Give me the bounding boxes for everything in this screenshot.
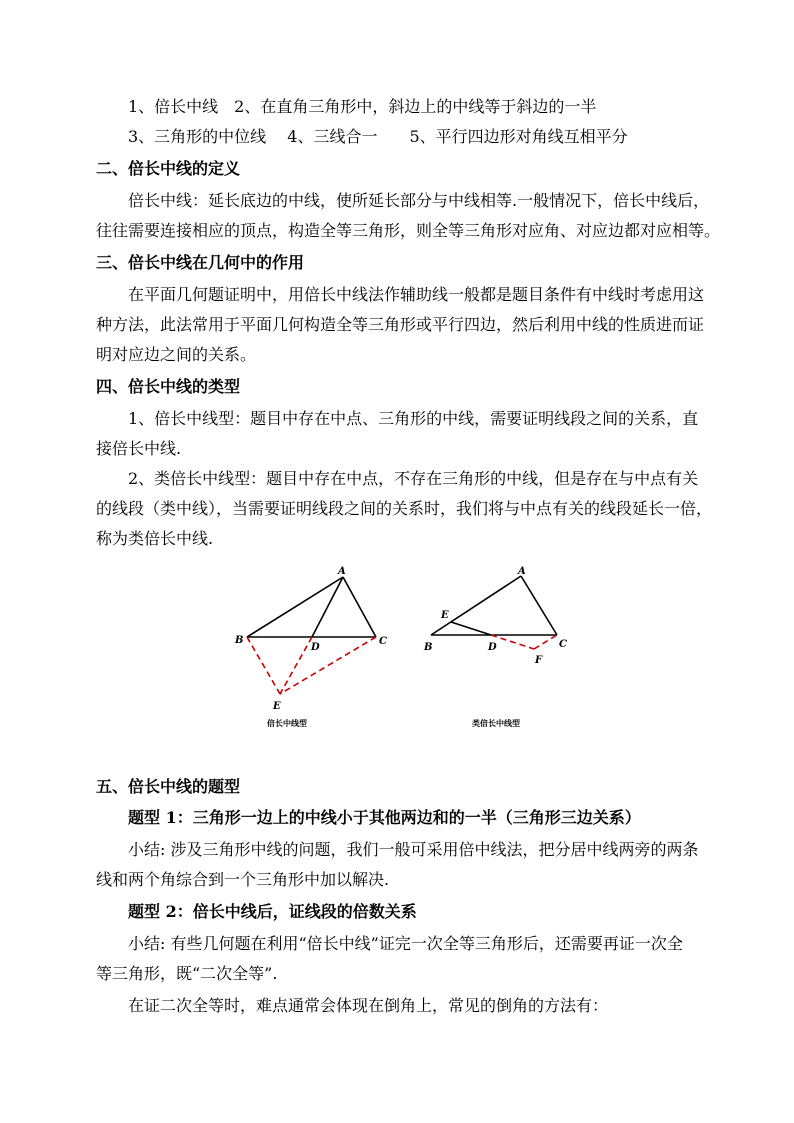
label-e: E [273,701,281,712]
label-c-2: C [559,639,567,650]
question-type-1: 题型 1：三角形一边上的中线小于其他两边和的一半（三角形三边关系） [128,808,641,827]
dashed-be [247,637,280,694]
section-5-heading: 五、倍长中线的题型 [96,777,241,796]
label-d: D [311,642,320,653]
line-ac [343,577,376,637]
label-c: C [379,636,387,647]
type-1-line-1: 1、倍长中线型：题目中存在中点、三角形的中线，需要证明线段之间的关系，直 [128,409,699,428]
label-a: A [338,566,346,577]
line-ba [247,577,343,637]
label-e-2: E [441,610,449,621]
type-2-line-3: 称为类倍长中线. [96,529,214,548]
left-diagram [234,566,387,728]
type-2-summary-line-3: 在证二次全等时，难点通常会体现在倒角上，常见的倒角的方法有： [128,996,609,1015]
label-b: B [235,635,244,646]
geometry-figure [225,560,585,740]
label-b-2: B [424,642,433,653]
section-2-line-2: 往往需要连接相应的顶点，构造全等三角形，则全等三角形对应角、对应边都对应相等。 [96,221,721,240]
label-a-2: A [518,566,526,577]
section-3-line-2: 种方法，此法常用于平面几何构造全等三角形或平行四边，然后利用中线的性质进而证 [96,315,705,334]
type-1-summary-line-1: 小结: 涉及三角形中线的问题，我们一般可采用倍中线法，把分居中线两旁的两条 [128,840,699,859]
type-2-summary-line-2: 等三角形，既“二次全等”. [96,964,278,983]
line-ac-2 [521,576,557,635]
label-f-2: F [535,655,543,666]
section-2-line-1: 倍长中线：延长底边的中线，使所延长部分与中线相等.一般情况下，倍长中线后， [128,191,710,210]
right-caption: 类倍长中线型 [472,718,520,728]
section-3-heading: 三、倍长中线在几何中的作用 [96,253,305,272]
section-3-line-1: 在平面几何题证明中，用倍长中线法作辅助线一般都是题目条件有中线时考虑用这 [128,285,705,304]
type-2-summary-line-1: 小结: 有些几何题在利用“倍长中线”证完一次全等三角形后，还需要再证一次全 [128,934,683,953]
review-line-2: 3、三角形的中位线 4、三线合一 5、平行四边形对角线互相平分 [128,127,628,146]
review-line-1: 1、倍长中线 2、在直角三角形中，斜边上的中线等于斜边的一半 [128,97,597,116]
type-2-line-1: 2、类倍长中线型：题目中存在中点，不存在三角形的中线，但是存在与中点有关 [128,469,699,488]
dashed-df [491,635,534,649]
dashed-ce [280,637,376,694]
line-ba-2 [431,576,521,635]
dashed-fc [534,635,557,649]
label-d-2: D [488,642,497,653]
type-1-line-2: 接倍长中线. [96,439,182,458]
section-4-heading: 四、倍长中线的类型 [96,377,241,396]
line-ed [451,622,491,635]
question-type-2: 题型 2：倍长中线后，证线段的倍数关系 [128,902,417,921]
type-1-summary-line-2: 线和两个角综合到一个三角形中加以解决. [96,870,390,889]
left-caption: 倍长中线型 [267,718,307,728]
section-3-line-3: 明对应边之间的关系。 [96,345,257,364]
section-2-heading: 二、倍长中线的定义 [96,159,241,178]
dashed-de [280,637,312,694]
type-2-line-2: 的线段（类中线），当需要证明线段之间的关系时，我们将与中点有关的线段延长一倍， [96,499,713,518]
right-diagram [423,566,567,728]
